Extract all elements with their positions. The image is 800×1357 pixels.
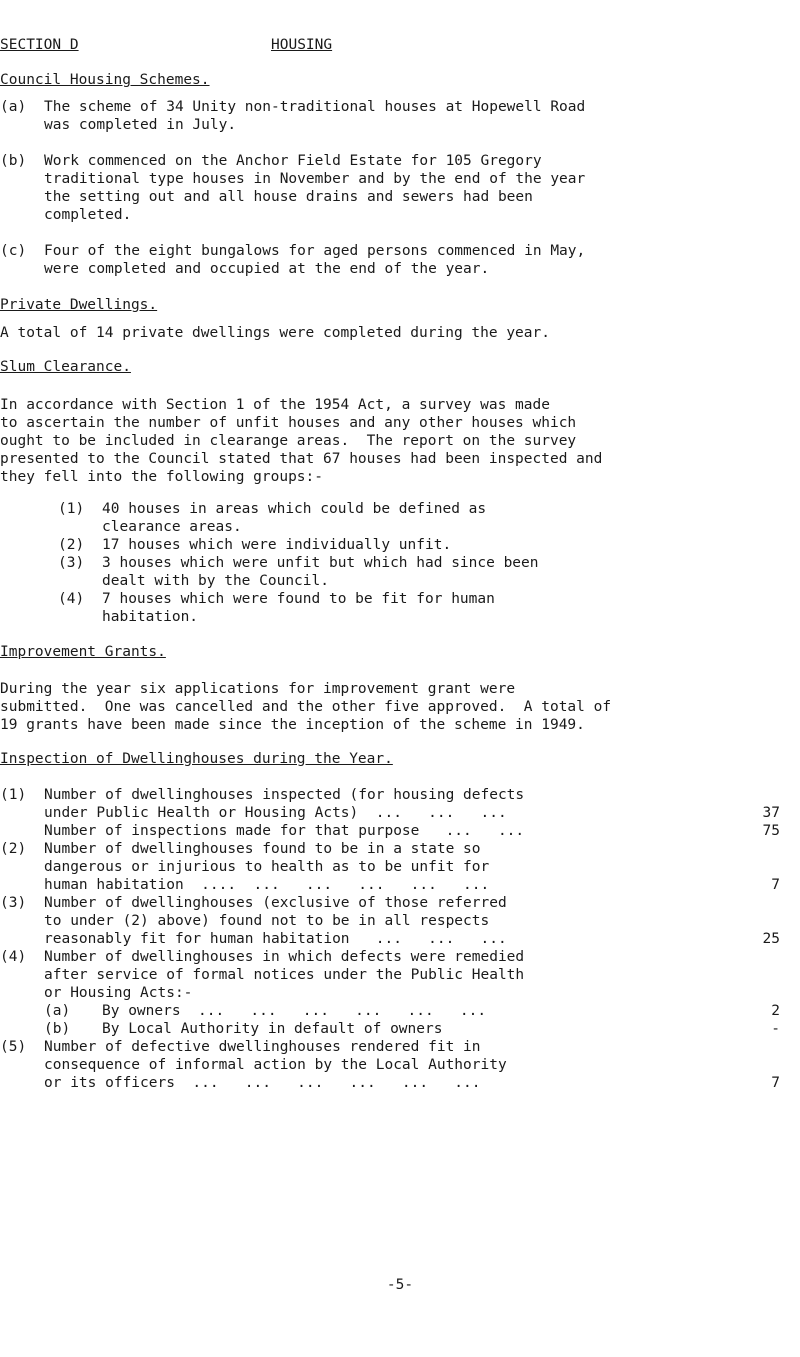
inspection-row-value: 75 bbox=[762, 823, 780, 839]
council-item-b-marker: (b) bbox=[0, 153, 27, 169]
inspection-row-value: 2 bbox=[771, 1003, 780, 1019]
inspection-row-text: Number of dwellinghouses found to be in a state so bbox=[44, 841, 481, 857]
page-title: HOUSING bbox=[271, 37, 333, 53]
slum-paragraph-line: ought to be included in clearange areas. The report on the survey bbox=[0, 433, 577, 449]
slum-group-marker: (1) bbox=[58, 501, 85, 517]
council-item-c-marker: (c) bbox=[0, 243, 27, 259]
inspection-row-text: Number of dwellinghouses inspected (for housing defects bbox=[44, 787, 525, 803]
slum-group-line: habitation. bbox=[102, 609, 199, 625]
council-item-a-line: was completed in July. bbox=[44, 117, 237, 133]
inspection-row-value: 7 bbox=[771, 877, 780, 893]
inspection-row-text: Number of inspections made for that purpose ... ... bbox=[44, 823, 525, 839]
inspection-row-text: dangerous or injurious to health as to be unfit for bbox=[44, 859, 490, 875]
inspection-row-text: under Public Health or Housing Acts) ... ... ... bbox=[44, 805, 507, 821]
private-text: A total of 14 private dwellings were completed during the year. bbox=[0, 325, 550, 341]
improvement-heading: Improvement Grants. bbox=[0, 644, 166, 660]
slum-group-line: dealt with by the Council. bbox=[102, 573, 329, 589]
slum-group-marker: (3) bbox=[58, 555, 85, 571]
inspection-row-marker: (2) bbox=[0, 841, 27, 857]
inspection-row-text: reasonably fit for human habitation ... ... ... bbox=[44, 931, 507, 947]
council-item-b-line: completed. bbox=[44, 207, 132, 223]
inspection-row-marker: (b) bbox=[44, 1021, 71, 1037]
council-item-c-line: Four of the eight bungalows for aged persons commenced in May, bbox=[44, 243, 586, 259]
inspection-row-text: consequence of informal action by the Local Authority bbox=[44, 1057, 507, 1073]
improvement-line: submitted. One was cancelled and the other five approved. A total of bbox=[0, 699, 612, 715]
section-label: SECTION D bbox=[0, 37, 79, 53]
inspection-row-text: after service of formal notices under the Public Health bbox=[44, 967, 525, 983]
inspection-row-text: By Local Authority in default of owners bbox=[102, 1021, 443, 1037]
slum-group-marker: (2) bbox=[58, 537, 85, 553]
inspection-row-marker: (3) bbox=[0, 895, 27, 911]
slum-group-line: 40 houses in areas which could be defined as bbox=[102, 501, 487, 517]
slum-group-line: clearance areas. bbox=[102, 519, 242, 535]
improvement-line: 19 grants have been made since the inception of the scheme in 1949. bbox=[0, 717, 585, 733]
council-item-c-line: were completed and occupied at the end of the year. bbox=[44, 261, 490, 277]
inspection-row-text: or its officers ... ... ... ... ... ... bbox=[44, 1075, 481, 1091]
slum-paragraph-line: they fell into the following groups:- bbox=[0, 469, 324, 485]
council-item-a-line: The scheme of 34 Unity non-traditional houses at Hopewell Road bbox=[44, 99, 586, 115]
inspection-row-marker: (4) bbox=[0, 949, 27, 965]
council-item-b-line: traditional type houses in November and by the end of the year bbox=[44, 171, 586, 187]
council-item-b-line: Work commenced on the Anchor Field Estate for 105 Gregory bbox=[44, 153, 542, 169]
inspection-heading: Inspection of Dwellinghouses during the Year. bbox=[0, 751, 393, 767]
page-number: -5- bbox=[386, 1277, 414, 1293]
inspection-row-value: 37 bbox=[762, 805, 780, 821]
council-item-a-marker: (a) bbox=[0, 99, 27, 115]
inspection-row-text: By owners ... ... ... ... ... ... bbox=[102, 1003, 487, 1019]
slum-group-line: 17 houses which were individually unfit. bbox=[102, 537, 452, 553]
inspection-row-text: Number of dwellinghouses in which defects were remedied bbox=[44, 949, 525, 965]
slum-group-line: 3 houses which were unfit but which had since been bbox=[102, 555, 539, 571]
slum-group-line: 7 houses which were found to be fit for human bbox=[102, 591, 495, 607]
slum-heading: Slum Clearance. bbox=[0, 359, 131, 375]
inspection-row-marker: (a) bbox=[44, 1003, 71, 1019]
inspection-row-marker: (5) bbox=[0, 1039, 27, 1055]
slum-group-marker: (4) bbox=[58, 591, 85, 607]
inspection-row-text: or Housing Acts:- bbox=[44, 985, 193, 1001]
inspection-row-value: 7 bbox=[771, 1075, 780, 1091]
inspection-row-text: Number of dwellinghouses (exclusive of those referred bbox=[44, 895, 507, 911]
council-item-b-line: the setting out and all house drains and sewers had been bbox=[44, 189, 533, 205]
slum-paragraph-line: to ascertain the number of unfit houses and any other houses which bbox=[0, 415, 577, 431]
inspection-row-text: Number of defective dwellinghouses rendered fit in bbox=[44, 1039, 481, 1055]
slum-paragraph-line: In accordance with Section 1 of the 1954 Act, a survey was made bbox=[0, 397, 550, 413]
slum-paragraph-line: presented to the Council stated that 67 houses had been inspected and bbox=[0, 451, 603, 467]
inspection-row-text: to under (2) above) found not to be in all respects bbox=[44, 913, 490, 929]
council-heading: Council Housing Schemes. bbox=[0, 72, 210, 88]
inspection-row-value: - bbox=[771, 1021, 780, 1037]
private-heading: Private Dwellings. bbox=[0, 297, 158, 313]
inspection-row-text: human habitation .... ... ... ... ... ... bbox=[44, 877, 490, 893]
inspection-row-value: 25 bbox=[762, 931, 780, 947]
inspection-row-marker: (1) bbox=[0, 787, 27, 803]
improvement-line: During the year six applications for improvement grant were bbox=[0, 681, 516, 697]
